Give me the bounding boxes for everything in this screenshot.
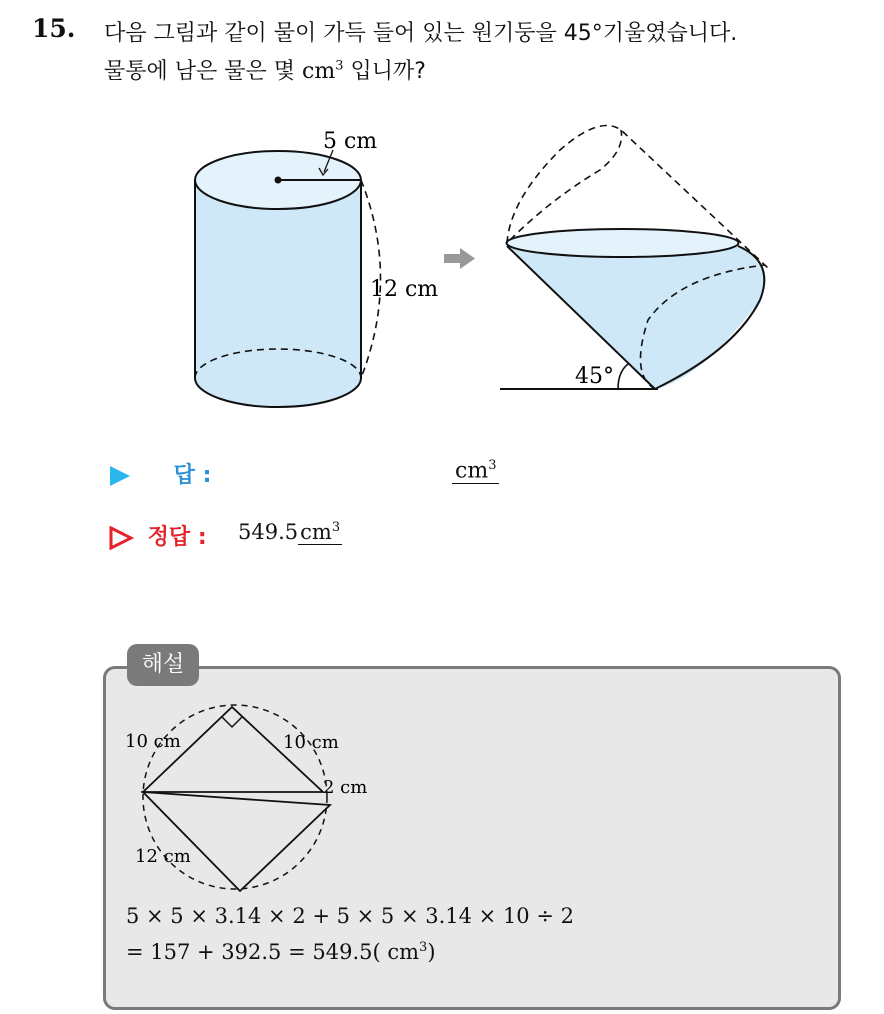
tilted-cylinder: [500, 126, 768, 390]
question-line-2-end: 입니까?: [343, 59, 426, 84]
diagram-label-right-mid: 2 cm: [323, 777, 368, 798]
solution-tag: 해설: [127, 644, 199, 686]
diagram-label-right-top: 10 cm: [283, 732, 339, 753]
correct-unit: [298, 520, 342, 545]
upright-cylinder: [195, 150, 381, 407]
answer-row: [108, 458, 211, 489]
question-line-1: 다음 그림과 같이 물이 가득 들어 있는 원기둥을 45°기울였습니다.: [104, 21, 738, 46]
correct-answer-row: [108, 520, 207, 551]
solution-equation-2-end: ): [427, 940, 436, 964]
height-label: 12 cm: [370, 277, 439, 302]
solution-equation-2-sup: 3: [419, 940, 428, 955]
solution-diagram: [118, 700, 398, 900]
question-unit-sup: 3: [335, 58, 344, 74]
angle-label: 45°: [575, 364, 614, 389]
solution-equation-2-main: = 157 + 392.5 = 549.5( cm: [126, 940, 420, 964]
answer-unit-sup: 3: [488, 458, 497, 473]
solution-equation-2: [126, 940, 436, 964]
question-number: 15.: [32, 14, 76, 43]
question-line-2: [104, 54, 426, 85]
answer-label: 답 :: [173, 463, 212, 488]
question-line-2-text: 물통에 남은 물은 몇: [104, 59, 302, 84]
diagram-label-left-bottom: 12 cm: [135, 846, 191, 867]
cylinder-figure: [180, 118, 800, 418]
outline-triangle-icon: [108, 526, 134, 550]
play-triangle-icon: [108, 464, 132, 488]
arrow-right-icon: [444, 248, 475, 269]
correct-answer-label: 정답 :: [147, 525, 207, 550]
diagram-label-left-top: 10 cm: [125, 731, 181, 752]
correct-unit-text: cm: [300, 520, 332, 544]
radius-label: 5 cm: [323, 129, 378, 154]
answer-unit-text: cm: [455, 458, 489, 484]
correct-unit-sup: 3: [331, 520, 341, 535]
correct-answer-value: [238, 520, 342, 544]
answer-unit: [452, 458, 499, 484]
correct-value: 549.5: [238, 520, 299, 544]
solution-equation-1: 5 × 5 × 3.14 × 2 + 5 × 5 × 3.14 × 10 ÷ 2: [126, 904, 574, 928]
question-unit: cm: [302, 59, 336, 84]
